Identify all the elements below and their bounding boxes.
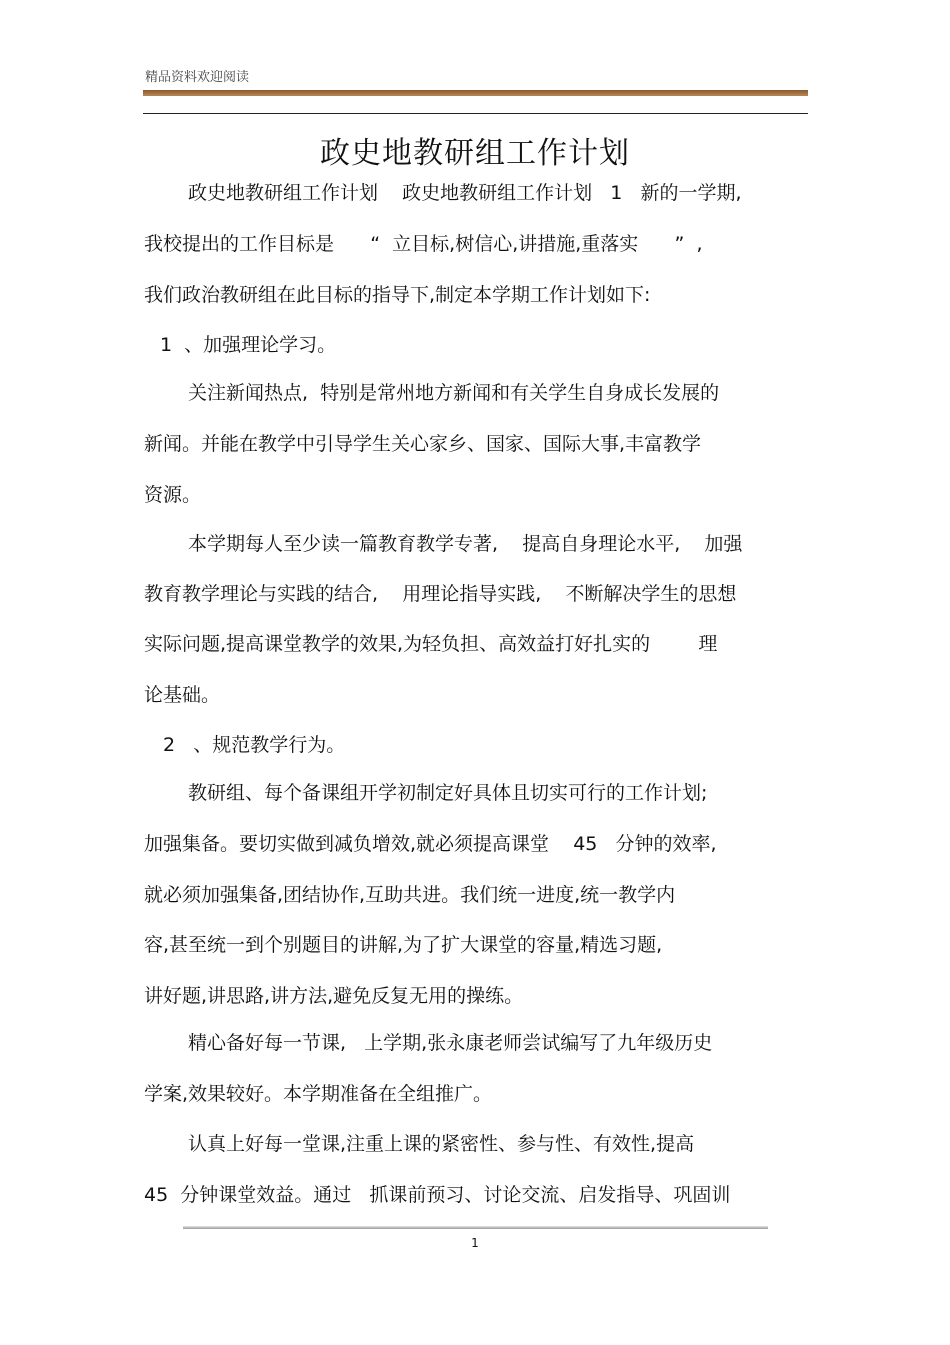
text-line: 45 分钟课堂效益。通过 抓课前预习、讨论交流、启发指导、巩固训 (144, 1184, 731, 1206)
text-line: 讲好题,讲思路,讲方法,避免反复无用的操练。 (144, 985, 524, 1007)
text-line: 我校提出的工作目标是 “ 立目标,树信心,讲措施,重落实 ” , (144, 233, 703, 255)
text-line: 教育教学理论与实践的结合, 用理论指导实践, 不断解决学生的思想 (144, 583, 737, 605)
text-line: 我们政治教研组在此目标的指导下,制定本学期工作计划如下: (144, 284, 651, 306)
section-heading: 2 、规范教学行为。 (163, 734, 346, 756)
text-line: 实际问题,提高课堂教学的效果,为轻负担、高效益打好扎实的 理 (144, 633, 718, 655)
page-number: 1 (471, 1236, 479, 1250)
text-line: 教研组、每个备课组开学初制定好具体且切实可行的工作计划; (188, 782, 708, 804)
text-line: 精心备好每一节课, 上学期,张永康老师尝试编写了九年级历史 (188, 1032, 713, 1054)
text-line: 新闻。并能在教学中引导学生关心家乡、国家、国际大事,丰富教学 (144, 433, 702, 455)
text-line: 就必须加强集备,团结协作,互助共进。我们统一进度,统一教学内 (144, 884, 676, 906)
text-line: 容,甚至统一到个别题目的讲解,为了扩大课堂的容量,精选习题, (144, 934, 663, 956)
footer-rule (183, 1226, 768, 1229)
text-line: 学案,效果较好。本学期准备在全组推广。 (144, 1083, 493, 1105)
header-thin-rule (143, 113, 808, 114)
text-line: 认真上好每一堂课,注重上课的紧密性、参与性、有效性,提高 (188, 1133, 695, 1155)
text-line: 政史地教研组工作计划 政史地教研组工作计划 1 新的一学期, (188, 182, 742, 204)
header-decorative-rule (143, 90, 808, 96)
text-line: 资源。 (144, 484, 202, 506)
text-line: 论基础。 (144, 684, 221, 706)
page-header-label: 精品资料欢迎阅读 (145, 70, 250, 85)
section-heading: 1 、加强理论学习。 (160, 334, 337, 356)
text-line: 关注新闻热点, 特别是常州地方新闻和有关学生自身成长发展的 (188, 382, 720, 404)
document-title: 政史地教研组工作计划 (320, 136, 630, 171)
text-line: 加强集备。要切实做到减负增效,就必须提高课堂 45 分钟的效率, (144, 833, 717, 855)
text-line: 本学期每人至少读一篇教育教学专著, 提高自身理论水平, 加强 (188, 533, 743, 555)
